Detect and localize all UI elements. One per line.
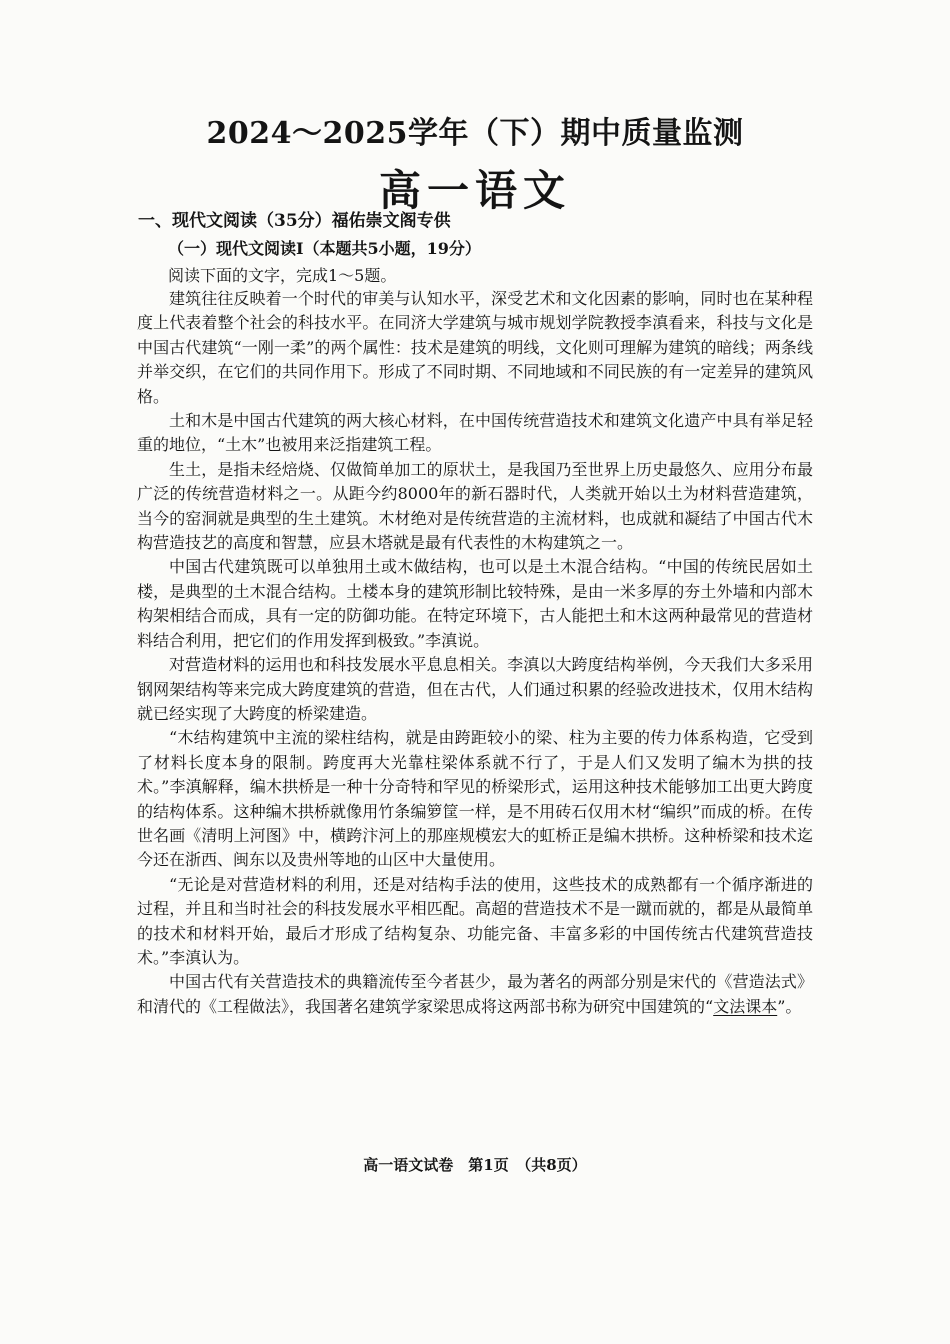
passage-paragraph-7: “无论是对营造材料的利用，还是对结构手法的使用，这些技术的成熟都有一个循序渐进的过程，并且和当时社会的科技发展水平相匹配。高超的营造技术不是一蹴而就的，都是从最简单的技术和材料开始，最后才形成了结构复杂、功能完备、丰富多彩的中国传统古代建筑营造技术。”李滇认为。 <box>137 874 813 967</box>
paragraph-8-text: 中国古代有关营造技术的典籍流传至今者甚少，最为著名的两部分别是宋代的《营造法式》和清代的《工程做法》，我国著名建筑学家梁思成将这两部书称为研究中国建筑的“ <box>137 972 813 1016</box>
section-heading: 一、现代文阅读（35分）福佑崇文阁专供 <box>138 211 451 231</box>
passage-paragraph-6: “木结构建筑中主流的梁柱结构，就是由跨距较小的梁、柱为主要的传力体系构造，它受到了材料长度本身的限制。跨度再大光靠柱梁体系就不行了，于是人们又发明了编木为拱的技术。”李滇解释，编木拱桥是一种十分奇特和罕见的桥梁形式，运用这种技术能够加工出更大跨度的结构体系。这种编木拱桥就像用竹条编箩筐一样，是不用砖石仅用木材“编织”而成的桥。在传世名画《清明上河图》中，横跨汴河上的那座规模宏大的虹桥正是编木拱桥。这种桥梁和技术迄今还在浙西、闽东以及贵州等地的山区中大量使用。 <box>137 728 813 870</box>
paragraph-8-end: ”。 <box>777 996 802 1016</box>
subject-title: 高一语文 <box>378 166 571 215</box>
passage-paragraph-1: 建筑往往反映着一个时代的审美与认知水平，深受艺术和文化因素的影响，同时也在某种程度上代表着整个社会的科技水平。在同济大学建筑与城市规划学院教授李滇看来，科技与文化是中国古代建筑“一刚一柔”的两个属性：技术是建筑的明线，文化则可理解为建筑的暗线；两条线并举交织，在它们的共同作用下。形成了不同时期、不同地域和不同民族的有一定差异的建筑风格。 <box>137 289 813 406</box>
exam-title: 2024～2025学年（下）期中质量监测 <box>206 116 744 151</box>
subsection-heading: （一）现代文阅读Ⅰ（本题共5小题，19分） <box>168 239 481 258</box>
passage-paragraph-8 <box>137 970 813 1019</box>
underlined-term: 文法课本 <box>713 996 778 1016</box>
passage-paragraph-3: 生土，是指未经焙烧、仅做简单加工的原状土，是我国乃至世界上历史最悠久、应用分布最广泛的传统营造材料之一。从距今约8000年的新石器时代，人类就开始以土为材料营造建筑，当今的窑洞就是典型的生土建筑。木材绝对是传统营造的主流材料，也成就和凝结了中国古代木构营造技艺的高度和智慧，应县木塔就是最有代表性的木构建筑之一。 <box>137 459 813 553</box>
passage-paragraph-5: 对营造材料的运用也和科技发展水平息息相关。李滇以大跨度结构举例，今天我们大多采用钢网架结构等来完成大跨度建筑的营造，但在古代，人们通过积累的经验改进技术，仅用木结构就已经实现了大跨度的桥梁建造。 <box>137 655 813 723</box>
reading-passage <box>137 287 813 1019</box>
reading-instruction: 阅读下面的文字，完成1～5题。 <box>168 266 397 285</box>
passage-paragraph-2: 土和木是中国古代建筑的两大核心材料，在中国传统营造技术和建筑文化遗产中具有举足轻重的地位，“土木”也被用来泛指建筑工程。 <box>137 411 813 455</box>
passage-paragraph-4: 中国古代建筑既可以单独用土或木做结构，也可以是土木混合结构。“中国的传统民居如土楼，是典型的土木混合结构。土楼本身的建筑形制比较特殊，是由一米多厚的夯土外墙和内部木构架相结合而成，具有一定的防御功能。在特定环境下，古人能把土和木这两种最常见的营造材料结合利用，把它们的作用发挥到极致。”李滇说。 <box>137 557 813 650</box>
page-footer: 高一语文试卷 第1页 （共8页） <box>363 1156 587 1174</box>
